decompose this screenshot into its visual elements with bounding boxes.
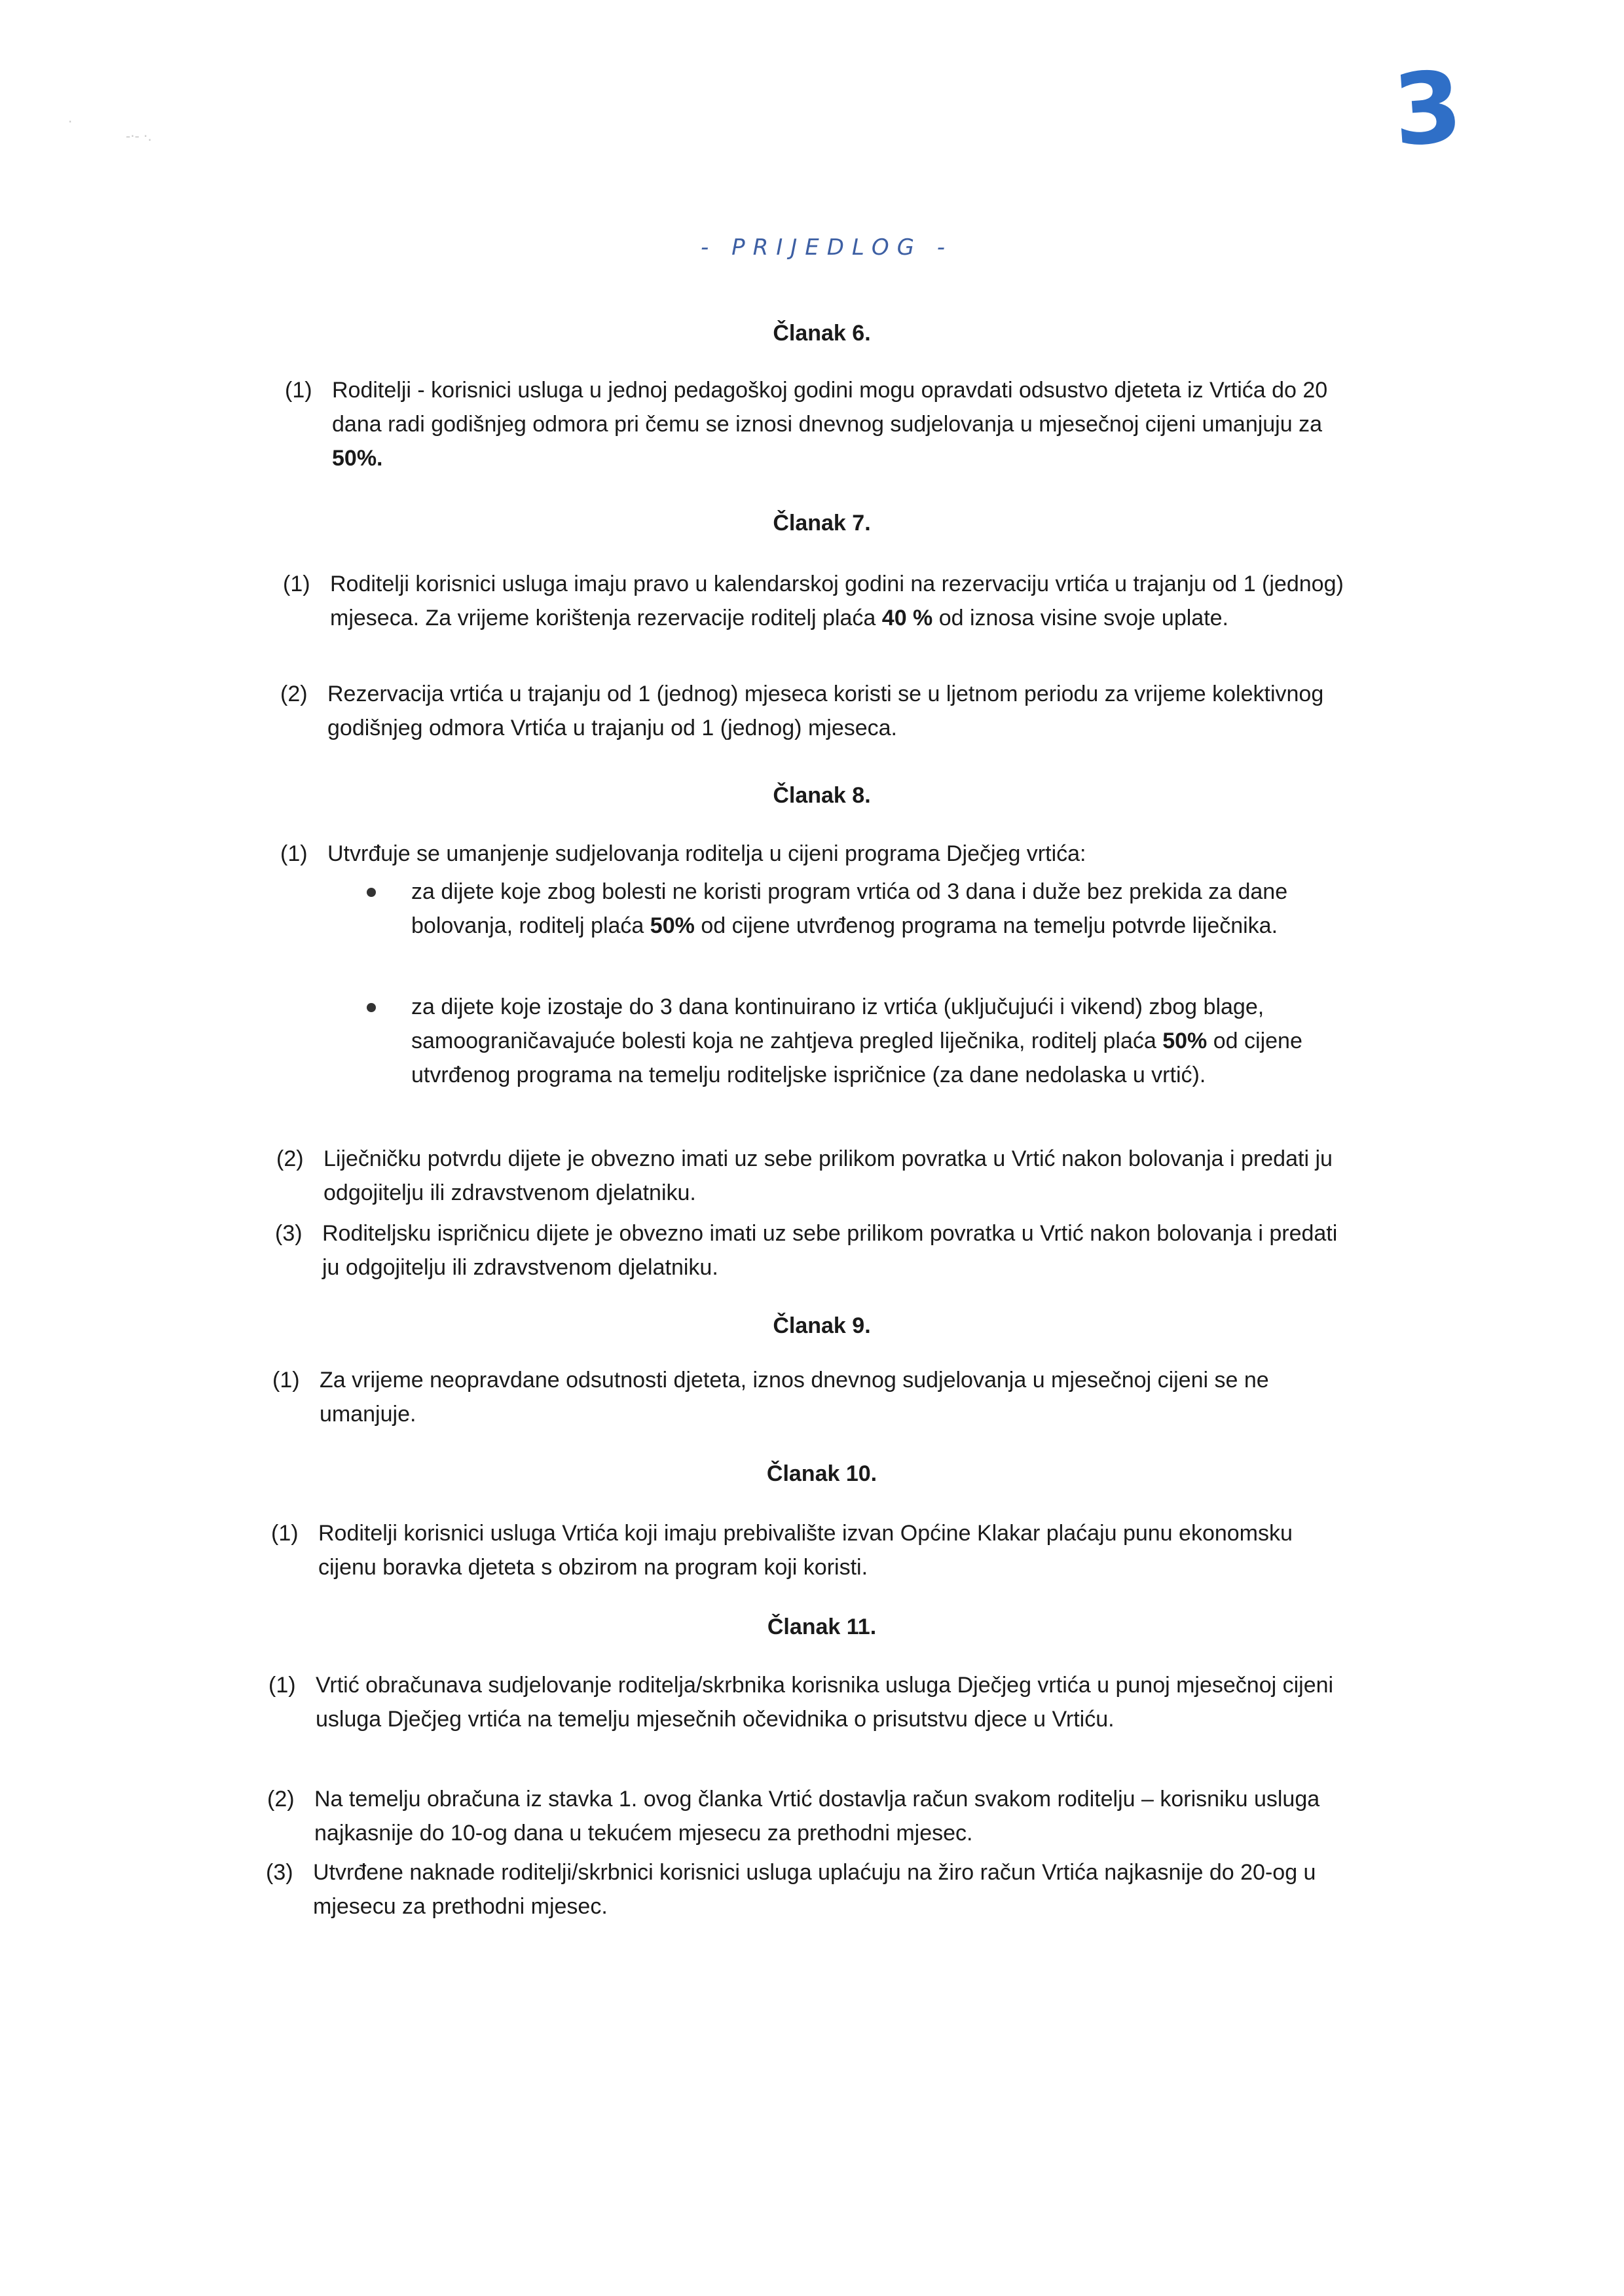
paragraph-number: (3) <box>266 1860 293 1885</box>
paragraph-number: (3) <box>275 1221 303 1246</box>
paragraph-text: Utvrđuje se umanjenje sudjelovanja roditelja u cijeni programa Dječjeg vrtića: <box>327 841 1086 866</box>
scan-mark-left-2: -·- ·. <box>126 128 152 144</box>
bullet-icon <box>367 888 376 897</box>
bold-value: 50% <box>1162 1029 1208 1053</box>
paragraph-text: Roditelji korisnici usluga Vrtića koji imaju prebivalište izvan Općine Klakar plaćaju punu ekonomsku cijenu boravka djeteta s obzirom na program koji koristi. <box>318 1521 1293 1580</box>
article-heading-8: Članak 8. <box>773 783 871 808</box>
article-11-paragraph-1 <box>268 1668 1352 1736</box>
paragraph-text: Liječničku potvrdu dijete je obvezno imati uz sebe prilikom povratka u Vrtić nakon bolovanja i predati ju odgojitelju ili zdravstvenom djelatniku. <box>323 1146 1333 1205</box>
handwritten-page-number: 3 <box>1390 50 1466 169</box>
article-11-paragraph-2 <box>267 1782 1352 1850</box>
paragraph-text: Roditelji - korisnici usluga u jednoj pedagoškoj godini mogu opravdati odsustvo djeteta iz Vrtića do 20 dana radi godišnjeg odmora pri čemu se iznosi dnevnog sudjelovanja u mjesečnoj cijeni umanjuju za 50%. <box>332 378 1328 471</box>
paragraph-number: (2) <box>276 1146 304 1171</box>
paragraph-number: (1) <box>285 378 312 403</box>
article-heading-11: Članak 11. <box>767 1614 877 1639</box>
article-heading-6: Članak 6. <box>773 321 871 346</box>
paragraph-number: (1) <box>283 572 310 596</box>
article-11-paragraph-3 <box>266 1855 1352 1923</box>
article-8-bullet-1 <box>367 875 1349 943</box>
paragraph-number: (1) <box>268 1673 296 1698</box>
article-8-paragraph-3 <box>275 1216 1352 1285</box>
bold-value: 50%. <box>332 446 383 471</box>
paragraph-text: Utvrđene naknade roditelji/skrbnici korisnici usluga uplaćuju na žiro račun Vrtića najkasnije do 20-og u mjesecu za prethodni mjesec. <box>313 1860 1316 1919</box>
bold-value: 50% <box>650 913 695 938</box>
article-heading-10: Članak 10. <box>766 1461 877 1486</box>
bullet-text: za dijete koje zbog bolesti ne koristi program vrtića od 3 dana i duže bez prekida za dane bolovanja, roditelj plaća 50% od cijene utvrđenog programa na temelju potvrde liječnika. <box>411 879 1288 938</box>
paragraph-text: Roditelji korisnici usluga imaju pravo u kalendarskoj godini na rezervaciju vrtića u trajanju od 1 (jednog) mjeseca. Za vrijeme korištenja rezervacije roditelj plaća 40 % od iznosa visine svoje uplate. <box>330 572 1344 630</box>
article-heading-9: Članak 9. <box>773 1313 871 1338</box>
article-10-paragraph-1 <box>271 1516 1352 1584</box>
document-label: - PRIJEDLOG - <box>701 234 953 261</box>
article-7-paragraph-1 <box>283 567 1352 635</box>
bold-value: 40 % <box>881 606 933 630</box>
paragraph-number: (2) <box>267 1787 295 1812</box>
article-8-paragraph-1 <box>280 837 1352 871</box>
paragraph-text: Vrtić obračunava sudjelovanje roditelja/skrbnika korisnika usluga Dječjeg vrtića u punoj mjesečnoj cijeni usluga Dječjeg vrtića na temelju mjesečnih očevidnika o prisutstvu djece u Vrtiću. <box>316 1673 1334 1732</box>
paragraph-number: (1) <box>271 1521 299 1546</box>
paragraph-text: Na temelju obračuna iz stavka 1. ovog članka Vrtić dostavlja račun svakom roditelju – korisniku usluga najkasnije do 10-og dana u tekućem mjesecu za prethodni mjesec. <box>314 1787 1320 1846</box>
article-9-paragraph-1 <box>272 1363 1352 1431</box>
bullet-icon <box>367 1003 376 1012</box>
paragraph-number: (2) <box>280 682 308 706</box>
scan-mark-left: · <box>68 114 73 130</box>
paragraph-number: (1) <box>272 1368 300 1393</box>
paragraph-text: Roditeljsku ispričnicu dijete je obvezno imati uz sebe prilikom povratka u Vrtić nakon bolovanja i predati ju odgojitelju ili zdravstvenom djelatniku. <box>322 1221 1338 1280</box>
article-7-paragraph-2 <box>280 677 1352 745</box>
article-6-paragraph-1 <box>285 373 1349 475</box>
paragraph-text: Rezervacija vrtića u trajanju od 1 (jednog) mjeseca koristi se u ljetnom periodu za vrijeme kolektivnog godišnjeg odmora Vrtića u trajanju od 1 (jednog) mjeseca. <box>327 682 1324 740</box>
article-8-bullet-2 <box>367 990 1349 1092</box>
bullet-text: za dijete koje izostaje do 3 dana kontinuirano iz vrtića (uključujući i vikend) zbog blage, samoograničavajuće bolesti koja ne zahtjeva pregled liječnika, roditelj plaća 50% od cijene utvrđenog programa na temelju roditeljske ispričnice (za dane nedolaska u vrtić). <box>411 994 1302 1087</box>
article-8-paragraph-2 <box>276 1142 1352 1210</box>
paragraph-text: Za vrijeme neopravdane odsutnosti djeteta, iznos dnevnog sudjelovanja u mjesečnoj cijeni se ne umanjuje. <box>320 1368 1269 1427</box>
paragraph-number: (1) <box>280 841 308 866</box>
article-heading-7: Članak 7. <box>773 511 871 536</box>
